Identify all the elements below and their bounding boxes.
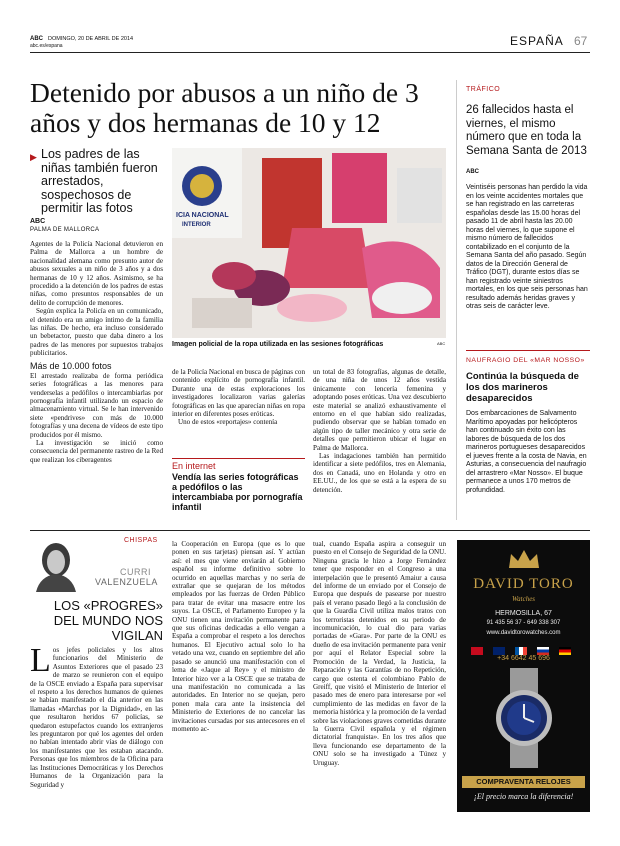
- subheading: Más de 10.000 fotos: [30, 360, 112, 371]
- bottom-rule: [30, 530, 590, 531]
- header-url: abc.es/espana: [30, 43, 63, 49]
- page-number: 67: [574, 34, 588, 48]
- flag-icon: [559, 647, 571, 655]
- paragraph: de la Policía Nacional en busca de páginas con contenido explícito de pornografía infantil. Durante una de estas exploraciones los investigadores localizaron varias galerías fotográficas en las que aparecían niñas en ropa interior en diferentes poses eróticas.: [172, 368, 305, 419]
- main-col-2: [172, 368, 305, 427]
- photo-clothes-image: [172, 148, 446, 338]
- photo-caption: Imagen policial de la ropa utilizada en las sesiones fotográficas: [172, 341, 384, 348]
- sidebar-headline-2: Continúa la búsqueda de los dos marineros desaparecidos: [466, 371, 579, 404]
- ad-address1: HERMOSILLA, 67: [495, 610, 552, 617]
- main-headline: Detenido por abusos a un niño de 3 años y dos hermanas de 10 y 12: [30, 77, 419, 138]
- paragraph: Uno de estos «reportajes» contenía: [178, 418, 278, 427]
- paragraph: El arrestado realizaba de forma periódica series fotográficas a las menores para venderselas a pedófilos o intercambiarlas por pornografía infantil utilizando un espacio de almacenamiento virtual. Se le han intervenido siete «pendrives» con más de 10.000 fotografías y una decena de vídeos de este tipo producidos por él mismo.: [30, 371, 163, 439]
- subhead: Los padres de las niñas también fueron arrestados, sospechosos de permitir las fotos: [41, 147, 158, 215]
- flag-icon: [471, 647, 483, 655]
- photo-sign-2: INTERIOR: [182, 222, 211, 228]
- sidebar-text: Veintiséis personas han perdido la vida en los veinte accidentes mortales que se han registrado en las carreteras españolas desde las 15.00 horas del pasado 11 de abril hasta las 20.00 horas del viernes, lo que supone el mismo número de fallecidos contabilizado en el conjunto de la Semana Santa del año pasado. Según datos de la Dirección General de Tráfico (DGT), durante estos días se han registrado veinte siniestros mortales, en los que seis personas han resultado además heridas graves y otras seis de carácter leve.: [466, 184, 588, 310]
- section-title: ESPAÑA: [510, 34, 564, 48]
- ad-website[interactable]: www.davidtorowatches.com: [486, 630, 561, 636]
- ad-sub: Watches: [511, 595, 536, 603]
- flag-icon: [515, 647, 527, 655]
- sidebar-byline: ABC: [466, 169, 479, 175]
- inet-rule: [172, 458, 305, 459]
- watch-icon: [488, 668, 560, 768]
- ad-phone: +34 6642 45 696: [497, 655, 550, 662]
- main-col-1: [30, 240, 163, 464]
- inet-label: En internet: [172, 461, 216, 471]
- paragraph: Agentes de la Policía Nacional detuvieron en Palma de Mallorca a un hombre de nacionalidad alemana como presunto autor de abusos sexuales a un niño de 3 años y a dos hermanas de 10 y 12 años. Asimismo, se ha procedido a la detención de los padres de estas niñas, como presuntos responsables de un delito de corrupción de menores.: [30, 240, 163, 307]
- column-col-1: [30, 642, 163, 789]
- column-col-3: tual, cuando España aspira a conseguir un puesto en el Consejo de Seguridad de la ONU. Ninguna gracia le hizo a Jorge Fernández tener que responder en el Congreso a una interpelación que le presentó Amaiur a causa del informe de un enviado por el Consejo de Europa que después de pasearse por nuestro país el verano pasado llegó a la conclusión de que la Guardia Civil utiliza malos tratos con los terroristas detenidos en su periodo de incomunicación, lo cual dio para varias portadas de «Gara». Por parte de la ONU es dueño de esa invitación permanente para venir por aquí el Relator Especial sobre la Promoción de la Verdad, la Justicia, la Reparación y las Garantías de no Repetición, cargo que ostenta el colombiano Pablo de Greiff, que visitó el Ministerio de Interior el pasado mes de enero para interesarse por «el cumplimiento de las medidas en favor de la memoria histórica y la promoción de la verdad sobre las violaciones graves cometidas durante la Guerra Civil española y el régimen dictatorial franquista». En los tres años que lleva funcionando ese departamento de la ONU solo se ha investigado a Túnez y Uruguay.: [313, 540, 446, 767]
- paragraph: Las indagaciones también han permitido identificar a siete pedófilos, tres en Alemania, dos en Canadá, uno en Holanda y otro en EE.UU., de los que se está a la espera de su detención.: [313, 452, 446, 494]
- paragraph: os jefes policiales y los altos funcionarios del Ministerio de Asuntos Exteriores que el pasado 23 de marzo se reunieron con el equipo de la OSCE enviado a España para supervisar el respeto a los derechos humanos de quienes se habían manifestado el día anterior en las llamadas «Marchas por la Dignidad», en las que resultaron heridos 67 policías, se quedaron estupefactos cuando los extranjeros les preguntaron por qué los agentes del orden no habían intentado abrir vías de diálogo con los manifestantes que les estaban atacando. Personas que los miembros de la Oficina para las Instituciones Democráticas y los Derechos Humanos de la Organización para la Seguridad y: [30, 646, 163, 789]
- sidebar-headline: 26 fallecidos hasta el viernes, el mismo número que en toda la Semana Santa de 2013: [466, 104, 587, 157]
- author-portrait: [30, 538, 80, 592]
- ad-banner-1: COMPRAVENTA RELOJES: [462, 776, 585, 788]
- ad-brand: DAVID TORO: [473, 576, 574, 592]
- photo: [172, 148, 446, 338]
- ad-banner-2: ¡El precio marca la diferencia!: [473, 792, 574, 801]
- subhead-bullet-icon: ▶: [30, 152, 37, 162]
- paragraph: un total de 83 fotografías, algunas de detalle, de una niña de unos 12 años vestida únicamente con lencería femenina y adoptando poses eróticas. Una vez descubierto este material se analizó exhaustivamente el entorno en el que habían sido realizadas, pudiendo observar que se habían tomado en algún tipo de taller mecánico y otra serie de detalles que permitieron ubicar el lugar en Palma de Mallorca.: [313, 368, 446, 452]
- sidebar-divider: [456, 80, 457, 520]
- sidebar-rule-2: [466, 350, 590, 351]
- photo-credit: ABC: [437, 341, 446, 346]
- author-last: VALENZUELA: [95, 577, 158, 587]
- flag-icon: [537, 647, 549, 655]
- sidebar-text-2: Dos embarcaciones de Salvamento Marítimo apoyadas por helicópteros han continuado sin éxito con las labores de búsqueda de los dos marineros portugueses desaparecidos el jueves frente a la costa de Navia, en Asturias, a consecuencia del naufragio del arrastrero «Mar Nosso». El buque permanece a unos 170 metros de profundidad.: [466, 410, 587, 494]
- author-first: CURRI: [120, 567, 151, 577]
- crown-icon: [507, 548, 541, 570]
- dropcap: L: [30, 642, 51, 679]
- sidebar-label: TRÁFICO: [466, 86, 501, 93]
- photo-sign: ICIA NACIONAL: [176, 212, 229, 219]
- sidebar-label-2: NAUFRAGIO DEL «MAR NOSSO»: [466, 357, 585, 364]
- paragraph: La investigación se inició como consecuencia del permanente rastreo de la Red que realizan los ciberagentes: [30, 438, 163, 464]
- column-title: LOS «PROGRES» DEL MUNDO NOS VIGILAN: [53, 598, 163, 643]
- header-rule: [30, 52, 590, 53]
- ad-flags: [471, 642, 576, 652]
- column-col-2: la Cooperación en Europa (que es lo que ponen en sus tarjetas) piensan así. Y actúan así: el mes que viene enviarán al Gobierno español su informe definitivo sobre lo ocurrido en aquellas marchas y no sería de extrañar que se quejaran de los métodos empleados por las fuerzas de Orden Público para tratar de evitar una masacre entre los suyos. La OSCE, el Parlamento Europeo y la ONU tienen una invitación permanente para que sus oficinas dedicadas a ello vengan a España a comprobar el respeto a los derechos humanos. El Ejecutivo actual solo lo ha vetado una vez, cuando en septiembre del año pasado se anunció una manifestación con el lema de «Jaque al Rey» y el ministro de Interior hizo ver a la OSCE que se trataba de una manifestación no comunicada a las autoridades. En Interior no se quejan, pero ponen mala cara ante la insistencia del Ministerio de Exteriores de no cancelar las invitaciones cursadas por sus antecesores en el momento ac-: [172, 540, 305, 733]
- byline-org: ABC: [30, 218, 46, 225]
- author-avatar: [30, 538, 80, 592]
- flag-icon: [493, 647, 505, 655]
- main-col-3: [313, 368, 446, 494]
- header-abc: ABC: [30, 36, 43, 42]
- byline-place: PALMA DE MALLORCA: [30, 227, 100, 233]
- inet-headline: Vendía las series fotográficas a pedófilos o las intercambiaba por pornografía infantil: [172, 472, 303, 512]
- ad-address2: 91 435 56 37 - 649 338 307: [486, 620, 561, 626]
- ad-box[interactable]: [457, 540, 590, 812]
- column-label: CHISPAS: [124, 537, 158, 544]
- header-date: DOMINGO, 20 DE ABRIL DE 2014: [48, 36, 134, 42]
- paragraph: Según explica la Policía en un comunicado, el detenido era un amigo íntimo de la familia las niñas. De hecho, era incluso considerado un bebetactor, puesto que daba dinero a los padres de las menores por supuestos trabajos publicitarios.: [30, 307, 163, 358]
